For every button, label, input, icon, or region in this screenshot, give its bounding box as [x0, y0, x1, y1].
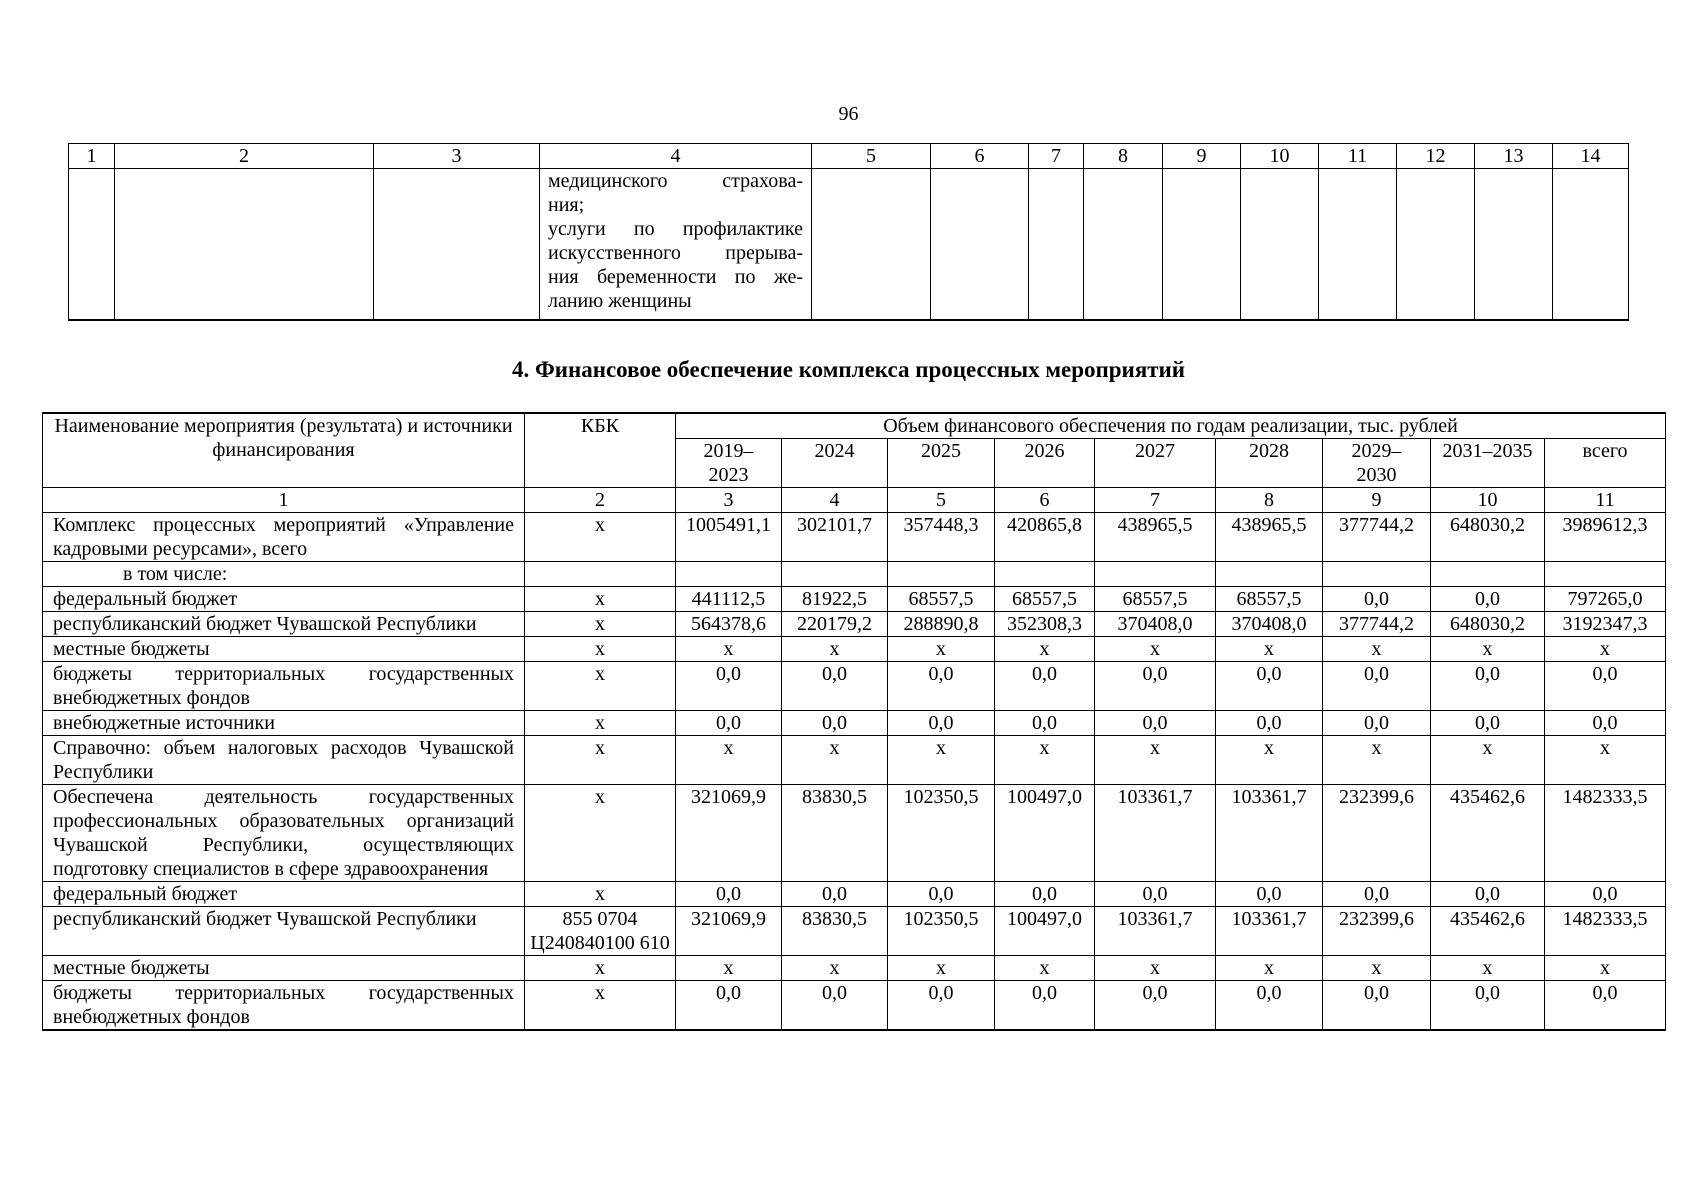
column-number: 4 [540, 144, 812, 169]
table-row [43, 562, 1666, 587]
row-name: федеральный бюджет [43, 587, 525, 612]
row-name: республиканский бюджет Чувашской Республики [43, 612, 525, 637]
row-value: 103361,7 [1095, 907, 1216, 956]
row-value: 1005491,1 [676, 513, 782, 562]
header-year: 2029– 2030 [1323, 439, 1431, 488]
column-number: 12 [1397, 144, 1475, 169]
row-name: бюджеты территориальных государственных внебюджетных фондов [43, 981, 525, 1031]
row-value: x [1431, 956, 1545, 981]
header-year: всего [1545, 439, 1666, 488]
row-value: 0,0 [782, 981, 888, 1031]
service-text-line: ния; [548, 194, 585, 216]
row-value: 648030,2 [1431, 513, 1545, 562]
row-kbk: x [525, 736, 676, 785]
service-text-line: ния беременности по же- [548, 266, 803, 288]
row-kbk: x [525, 587, 676, 612]
row-value: 435462,6 [1431, 907, 1545, 956]
row-value: x [1545, 956, 1666, 981]
header-year: 2027 [1095, 439, 1216, 488]
row-value: 0,0 [1216, 882, 1323, 907]
row-value: 0,0 [1545, 662, 1666, 711]
row-value: x [888, 637, 995, 662]
row-value: 68557,5 [1095, 587, 1216, 612]
column-number: 7 [1029, 144, 1084, 169]
row-value: 0,0 [1323, 882, 1431, 907]
row-value: 438965,5 [1095, 513, 1216, 562]
row-value: 0,0 [1431, 882, 1545, 907]
row-value: 0,0 [1095, 882, 1216, 907]
row-value: x [782, 736, 888, 785]
row-name: Комплекс процессных мероприятий «Управление кадровыми ресурсами», всего [43, 513, 525, 562]
row-value: 232399,6 [1323, 907, 1431, 956]
row-value: 232399,6 [1323, 785, 1431, 882]
row-value: x [888, 736, 995, 785]
row-value: x [1095, 736, 1216, 785]
row-value: 0,0 [782, 882, 888, 907]
service-text-line: услуги по профилактике [548, 218, 803, 240]
header-year: 2026 [995, 439, 1095, 488]
row-kbk: x [525, 882, 676, 907]
row-value: x [1323, 736, 1431, 785]
row-name: в том числе: [43, 562, 525, 587]
row-value: 83830,5 [782, 907, 888, 956]
column-number: 11 [1545, 488, 1666, 513]
row-value: x [995, 736, 1095, 785]
row-value [995, 562, 1095, 587]
column-number: 7 [1095, 488, 1216, 513]
row-name: внебюджетные источники [43, 711, 525, 736]
row-value: 0,0 [1323, 711, 1431, 736]
table-row [43, 637, 1666, 662]
row-value: x [1216, 956, 1323, 981]
row-value: 438965,5 [1216, 513, 1323, 562]
row-value: 103361,7 [1216, 907, 1323, 956]
row-value: 0,0 [1431, 711, 1545, 736]
row-value: 0,0 [888, 882, 995, 907]
table-row [43, 587, 1666, 612]
row-value: 0,0 [1216, 981, 1323, 1031]
row-value: 0,0 [1216, 711, 1323, 736]
row-value: 103361,7 [1095, 785, 1216, 882]
row-value: 0,0 [1431, 981, 1545, 1031]
header-year: 2031–2035 [1431, 439, 1545, 488]
column-number: 9 [1323, 488, 1431, 513]
row-value: 0,0 [995, 981, 1095, 1031]
row-value: x [1431, 736, 1545, 785]
row-kbk: x [525, 956, 676, 981]
table-row [43, 785, 1666, 882]
table-row [43, 736, 1666, 785]
row-value: 0,0 [676, 882, 782, 907]
row-kbk: x [525, 662, 676, 711]
header-name: Наименование мероприятия (результата) и источники финансирования [43, 413, 525, 488]
row-value: 302101,7 [782, 513, 888, 562]
row-value: x [1323, 956, 1431, 981]
column-number: 1 [69, 144, 115, 169]
row-value: 0,0 [676, 662, 782, 711]
row-kbk: x [525, 637, 676, 662]
row-name: федеральный бюджет [43, 882, 525, 907]
row-value: 797265,0 [1545, 587, 1666, 612]
row-name: республиканский бюджет Чувашской Республики [43, 907, 525, 956]
row-kbk: 855 0704 Ц240840100 610 [525, 907, 676, 956]
row-value: 68557,5 [1216, 587, 1323, 612]
row-value: 370408,0 [1095, 612, 1216, 637]
row-value: 0,0 [888, 711, 995, 736]
row-value: x [1323, 637, 1431, 662]
column-numbers-row [43, 488, 1666, 513]
row-value [782, 562, 888, 587]
row-value: 0,0 [782, 711, 888, 736]
row-value: 648030,2 [1431, 612, 1545, 637]
row-value: 0,0 [676, 981, 782, 1031]
continuation-header-row [69, 144, 1629, 169]
row-value: 321069,9 [676, 785, 782, 882]
row-value: 564378,6 [676, 612, 782, 637]
column-number: 10 [1241, 144, 1319, 169]
row-value: x [995, 956, 1095, 981]
column-number: 6 [995, 488, 1095, 513]
row-kbk: x [525, 711, 676, 736]
row-value [1431, 562, 1545, 587]
row-value: 81922,5 [782, 587, 888, 612]
continuation-body-row [69, 169, 1629, 321]
row-value: 321069,9 [676, 907, 782, 956]
column-number: 13 [1475, 144, 1553, 169]
page-number: 96 [838, 103, 859, 125]
column-number: 10 [1431, 488, 1545, 513]
row-kbk [525, 562, 676, 587]
row-value: 102350,5 [888, 907, 995, 956]
row-value: 68557,5 [888, 587, 995, 612]
row-value: 288890,8 [888, 612, 995, 637]
row-value: x [1431, 637, 1545, 662]
row-value [1323, 562, 1431, 587]
service-text-line: искусственного прерыва- [548, 242, 803, 264]
row-value: 441112,5 [676, 587, 782, 612]
row-kbk: x [525, 612, 676, 637]
row-value [676, 562, 782, 587]
column-number: 5 [812, 144, 931, 169]
column-number: 5 [888, 488, 995, 513]
header-year: 2025 [888, 439, 995, 488]
header-year: 2028 [1216, 439, 1323, 488]
row-value: 0,0 [1216, 662, 1323, 711]
row-value: 0,0 [1323, 587, 1431, 612]
row-value: 0,0 [995, 882, 1095, 907]
section-title: 4. Финансовое обеспечение комплекса процессных мероприятий [511, 357, 1186, 382]
column-number: 6 [931, 144, 1029, 169]
table-row [43, 711, 1666, 736]
row-value: 420865,8 [995, 513, 1095, 562]
row-value [888, 562, 995, 587]
row-value: 220179,2 [782, 612, 888, 637]
column-number: 1 [43, 488, 525, 513]
column-number: 4 [782, 488, 888, 513]
row-value: 370408,0 [1216, 612, 1323, 637]
row-value: 3192347,3 [1545, 612, 1666, 637]
row-value: 0,0 [1095, 662, 1216, 711]
row-value: x [676, 956, 782, 981]
row-value: 0,0 [676, 711, 782, 736]
row-value: 0,0 [1431, 587, 1545, 612]
continuation-table [68, 143, 1629, 321]
row-value: 357448,3 [888, 513, 995, 562]
table-row [43, 882, 1666, 907]
row-value: x [782, 637, 888, 662]
row-value: 0,0 [1323, 981, 1431, 1031]
row-value: 0,0 [1545, 711, 1666, 736]
table-row [43, 662, 1666, 711]
row-name: бюджеты территориальных государственных внебюджетных фондов [43, 662, 525, 711]
column-number: 2 [525, 488, 676, 513]
row-kbk: x [525, 785, 676, 882]
row-value: 435462,6 [1431, 785, 1545, 882]
row-value: 0,0 [1095, 711, 1216, 736]
column-number: 8 [1216, 488, 1323, 513]
row-value: 0,0 [1545, 981, 1666, 1031]
row-value: 100497,0 [995, 907, 1095, 956]
row-value: 0,0 [1431, 662, 1545, 711]
table-row [43, 956, 1666, 981]
table-row [43, 981, 1666, 1031]
table-row [43, 907, 1666, 956]
row-value: 352308,3 [995, 612, 1095, 637]
header-year: 2024 [782, 439, 888, 488]
row-value: x [1216, 736, 1323, 785]
row-value: 0,0 [1323, 662, 1431, 711]
service-text-line: медицинского страхова- [548, 170, 803, 192]
row-value: 377744,2 [1323, 513, 1431, 562]
row-value: 103361,7 [1216, 785, 1323, 882]
row-value: 0,0 [782, 662, 888, 711]
row-value: 0,0 [1545, 882, 1666, 907]
row-kbk: x [525, 513, 676, 562]
row-value: x [995, 637, 1095, 662]
row-value [1216, 562, 1323, 587]
header-volume: Объем финансового обеспечения по годам реализации, тыс. рублей [676, 413, 1666, 439]
row-value: x [888, 956, 995, 981]
row-kbk: x [525, 981, 676, 1031]
row-value: 1482333,5 [1545, 785, 1666, 882]
row-value: 83830,5 [782, 785, 888, 882]
table-row [43, 612, 1666, 637]
row-value: 0,0 [888, 981, 995, 1031]
row-value: x [676, 637, 782, 662]
service-description [540, 169, 812, 321]
column-number: 2 [115, 144, 374, 169]
row-value [1095, 562, 1216, 587]
row-value: x [1545, 637, 1666, 662]
header-year: 2019– 2023 [676, 439, 782, 488]
row-value [1545, 562, 1666, 587]
column-number: 3 [374, 144, 540, 169]
row-value: 68557,5 [995, 587, 1095, 612]
row-value: 377744,2 [1323, 612, 1431, 637]
column-number: 8 [1084, 144, 1163, 169]
row-name: Справочно: объем налоговых расходов Чувашской Республики [43, 736, 525, 785]
row-value: 3989612,3 [1545, 513, 1666, 562]
financial-table [42, 412, 1666, 1031]
row-value: 100497,0 [995, 785, 1095, 882]
service-text-line: ланию женщины [548, 290, 692, 312]
row-value: 0,0 [995, 662, 1095, 711]
row-name: Обеспечена деятельность государственных профессиональных образовательных организаций Чувашской Республики, осуществляющих подготовку специалистов в сфере здравоохранения [43, 785, 525, 882]
row-value: x [676, 736, 782, 785]
row-value: x [1216, 637, 1323, 662]
column-number: 11 [1319, 144, 1397, 169]
row-value: 0,0 [888, 662, 995, 711]
row-value: 0,0 [995, 711, 1095, 736]
row-value: x [1095, 956, 1216, 981]
row-value: 102350,5 [888, 785, 995, 882]
row-value: x [782, 956, 888, 981]
row-value: x [1545, 736, 1666, 785]
row-name: местные бюджеты [43, 956, 525, 981]
row-value: 0,0 [1095, 981, 1216, 1031]
row-value: x [1095, 637, 1216, 662]
column-number: 3 [676, 488, 782, 513]
column-number: 14 [1553, 144, 1629, 169]
header-kbk: КБК [525, 413, 676, 488]
row-name: местные бюджеты [43, 637, 525, 662]
row-value: 1482333,5 [1545, 907, 1666, 956]
column-number: 9 [1163, 144, 1241, 169]
table-row [43, 513, 1666, 562]
